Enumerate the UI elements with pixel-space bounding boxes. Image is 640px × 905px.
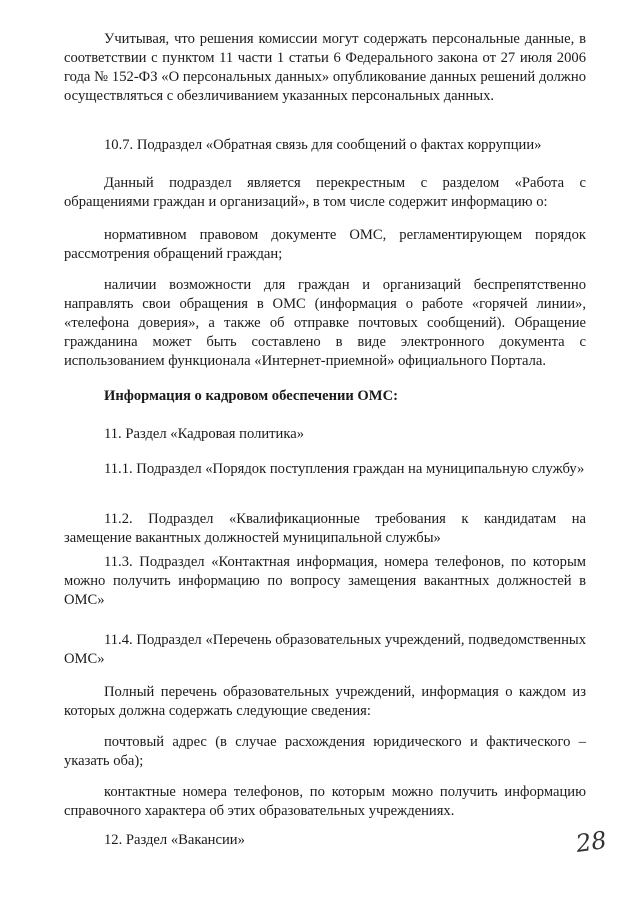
subsection-11-3-title: 11.3. Подраздел «Контактная информация, номера телефонов, по которым можно получить информацию по вопросу замещения вакантных должностей в ОМС» [64,554,586,608]
heading-staffing-info: Информация о кадровом обеспечении ОМС: [104,388,398,404]
subsection-10-7-title: 10.7. Подраздел «Обратная связь для сообщений о фактах коррупции» [104,137,542,153]
paragraph-full-list: Полный перечень образовательных учреждений, информация о каждом из которых должна содержать следующие сведения: [64,684,586,719]
list-item-contact-phones: контактные номера телефонов, по которым можно получить информацию справочного характера об этих образовательных учреждениях. [64,784,586,819]
subsection-11-1-title: 11.1. Подраздел «Порядок поступления граждан на муниципальную службу» [104,461,585,477]
paragraph-personal-data: Учитывая, что решения комиссии могут содержать персональные данные, в соответствии с пунктом 11 части 1 статьи 6 Федерального закона от 27 июля 2006 года № 152-ФЗ «О персональных данных» опубликование данных решений должно осуществляться с обезличиванием указанных персональных данных. [64,31,586,104]
list-item-appeals-possibility: наличии возможности для граждан и организаций беспрепятственно направлять свои обращения в ОМС (информация о работе «горячей линии», «телефона доверия», а также об отправке почтовых сообщений). Обращение гражданина может быть составлено в виде электронного документа с использованием функционала «Интернет-приемной» официального Портала. [64,277,586,369]
paragraph-cross-section: Данный подраздел является перекрестным с разделом «Работа с обращениями граждан и организаций», в том числе содержит информацию о: [64,175,586,210]
list-item-normative-document: нормативном правовом документе ОМС, регламентирующем порядок рассмотрения обращений граждан; [64,227,586,262]
subsection-11-2-title: 11.2. Подраздел «Квалификационные требования к кандидатам на замещение вакантных должностей муниципальной службы» [64,511,586,546]
section-12-title: 12. Раздел «Вакансии» [104,832,245,848]
section-11-title: 11. Раздел «Кадровая политика» [104,426,304,442]
page-number: 28 [574,826,609,858]
subsection-11-4-title: 11.4. Подраздел «Перечень образовательных учреждений, подведомственных ОМС» [64,632,586,667]
list-item-postal-address: почтовый адрес (в случае расхождения юридического и фактического – указать оба); [64,734,586,769]
